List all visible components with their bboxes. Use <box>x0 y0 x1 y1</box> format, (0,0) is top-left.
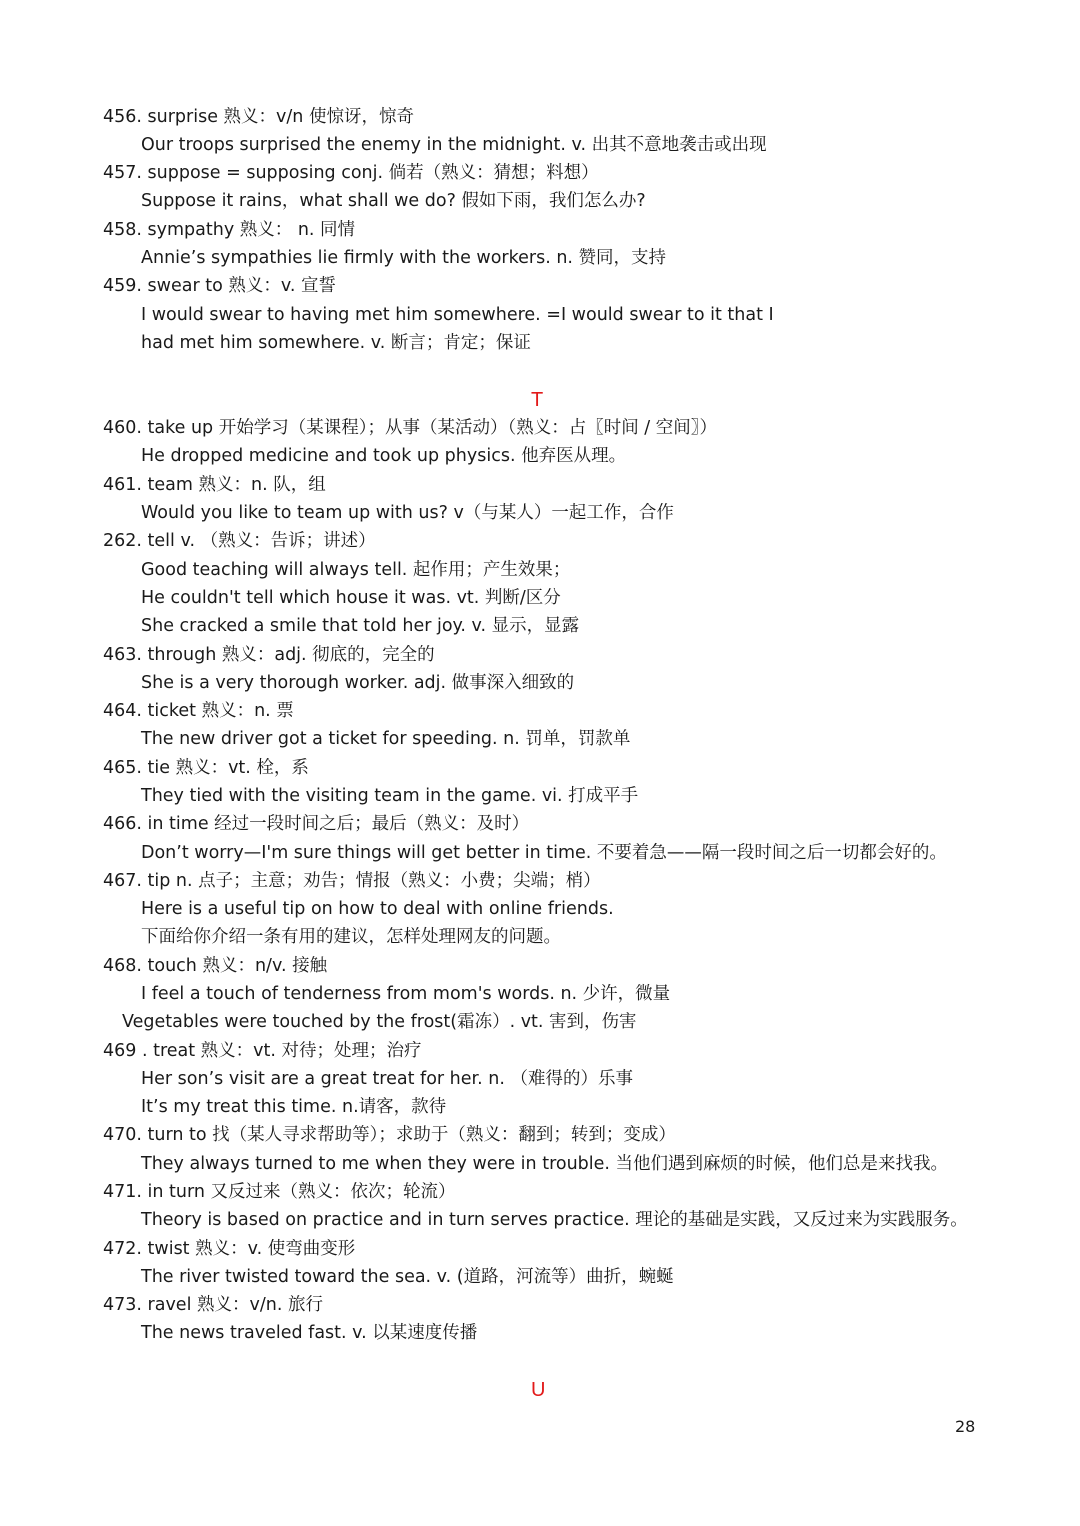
entry-example: Theory is based on practice and in turn serves practice. 理论的基础是实践，又反过来为实践服务。 <box>141 1210 968 1230</box>
entry-heading: 465. tie 熟义：vt. 栓，系 <box>103 758 309 778</box>
entry-heading: 468. touch 熟义：n/v. 接触 <box>103 956 328 976</box>
entry-heading: 463. through 熟义：adj. 彻底的，完全的 <box>103 645 435 665</box>
entry-example: I feel a touch of tenderness from mom's words. n. 少许，微量 <box>141 984 671 1004</box>
entry-example: They always turned to me when they were in trouble. 当他们遇到麻烦的时候，他们总是来找我。 <box>141 1154 949 1174</box>
entry-heading: 466. in time 经过一段时间之后；最后（熟义：及时） <box>103 814 530 834</box>
entry-heading: 262. tell v. （熟义：告诉；讲述） <box>103 531 376 551</box>
entry-heading: 456. surprise 熟义：v/n 使惊讶，惊奇 <box>103 107 414 127</box>
entry-heading: 464. ticket 熟义：n. 票 <box>103 701 294 721</box>
entry-heading: 461. team 熟义：n. 队，组 <box>103 475 326 495</box>
entry-example: The new driver got a ticket for speeding. n. 罚单，罚款单 <box>141 729 631 749</box>
entry-example: Our troops surprised the enemy in the midnight. v. 出其不意地袭击或出现 <box>141 135 767 155</box>
entry-example: He couldn't tell which house it was. vt. 判断/区分 <box>141 588 561 608</box>
entry-example: Good teaching will always tell. 起作用；产生效果； <box>141 560 571 580</box>
entry-example: It’s my treat this time. n.请客，款待 <box>141 1097 447 1117</box>
entry-heading: 459. swear to 熟义：v. 宣誓 <box>103 276 336 296</box>
entry-example: I would swear to having met him somewhere. =I would swear to it that I <box>141 305 774 325</box>
entry-heading: 457. suppose = supposing conj. 倘若（熟义：猜想；料想） <box>103 163 599 183</box>
entry-example: had met him somewhere. v. 断言；肯定；保证 <box>141 333 531 353</box>
entry-heading: 473. ravel 熟义：v/n. 旅行 <box>103 1295 323 1315</box>
page-number: 28 <box>955 1417 976 1436</box>
entry-example: The river twisted toward the sea. v. (道路，河流等）曲折，蜿蜒 <box>141 1267 674 1287</box>
entry-example: 下面给你介绍一条有用的建议，怎样处理网友的问题。 <box>141 927 561 947</box>
entry-heading: 460. take up 开始学习（某课程）；从事（某活动）（熟义：占〖时间 / 空间〗） <box>103 418 717 438</box>
entry-example: Vegetables were touched by the frost(霜冻）. vt. 害到，伤害 <box>122 1012 637 1032</box>
entry-example: Her son’s visit are a great treat for her. n. （难得的）乐事 <box>141 1069 633 1089</box>
entry-heading: 472. twist 熟义：v. 使弯曲变形 <box>103 1239 356 1259</box>
entry-heading: 471. in turn 又反过来（熟义：依次；轮流） <box>103 1182 456 1202</box>
entry-example: Suppose it rains，what shall we do? 假如下雨，我们怎么办? <box>141 191 646 211</box>
entry-example: She is a very thorough worker. adj. 做事深入细致的 <box>141 673 575 693</box>
entry-example: Here is a useful tip on how to deal with online friends. <box>141 899 614 919</box>
entry-example: Annie’s sympathies lie firmly with the workers. n. 赞同，支持 <box>141 248 667 268</box>
section-letter-t: T <box>531 389 544 411</box>
entry-example: She cracked a smile that told her joy. v. 显示，显露 <box>141 616 580 636</box>
entry-example: They tied with the visiting team in the game. vi. 打成平手 <box>141 786 639 806</box>
entry-heading: 470. turn to 找（某人寻求帮助等）；求助于（熟义：翻到；转到；变成） <box>103 1125 676 1145</box>
entry-example: He dropped medicine and took up physics. 他弃医从理。 <box>141 446 627 466</box>
entry-heading: 469 . treat 熟义：vt. 对待；处理；治疗 <box>103 1041 422 1061</box>
entry-example: The news traveled fast. v. 以某速度传播 <box>141 1323 478 1343</box>
entry-heading: 458. sympathy 熟义： n. 同情 <box>103 220 356 240</box>
entry-heading: 467. tip n. 点子；主意；劝告；情报（熟义：小费；尖端；梢） <box>103 871 601 891</box>
section-letter-u: U <box>531 1379 546 1401</box>
entry-example: Don’t worry—I'm sure things will get better in time. 不要着急——隔一段时间之后一切都会好的。 <box>141 843 947 863</box>
entry-example: Would you like to team up with us? v（与某人）一起工作，合作 <box>141 503 674 523</box>
